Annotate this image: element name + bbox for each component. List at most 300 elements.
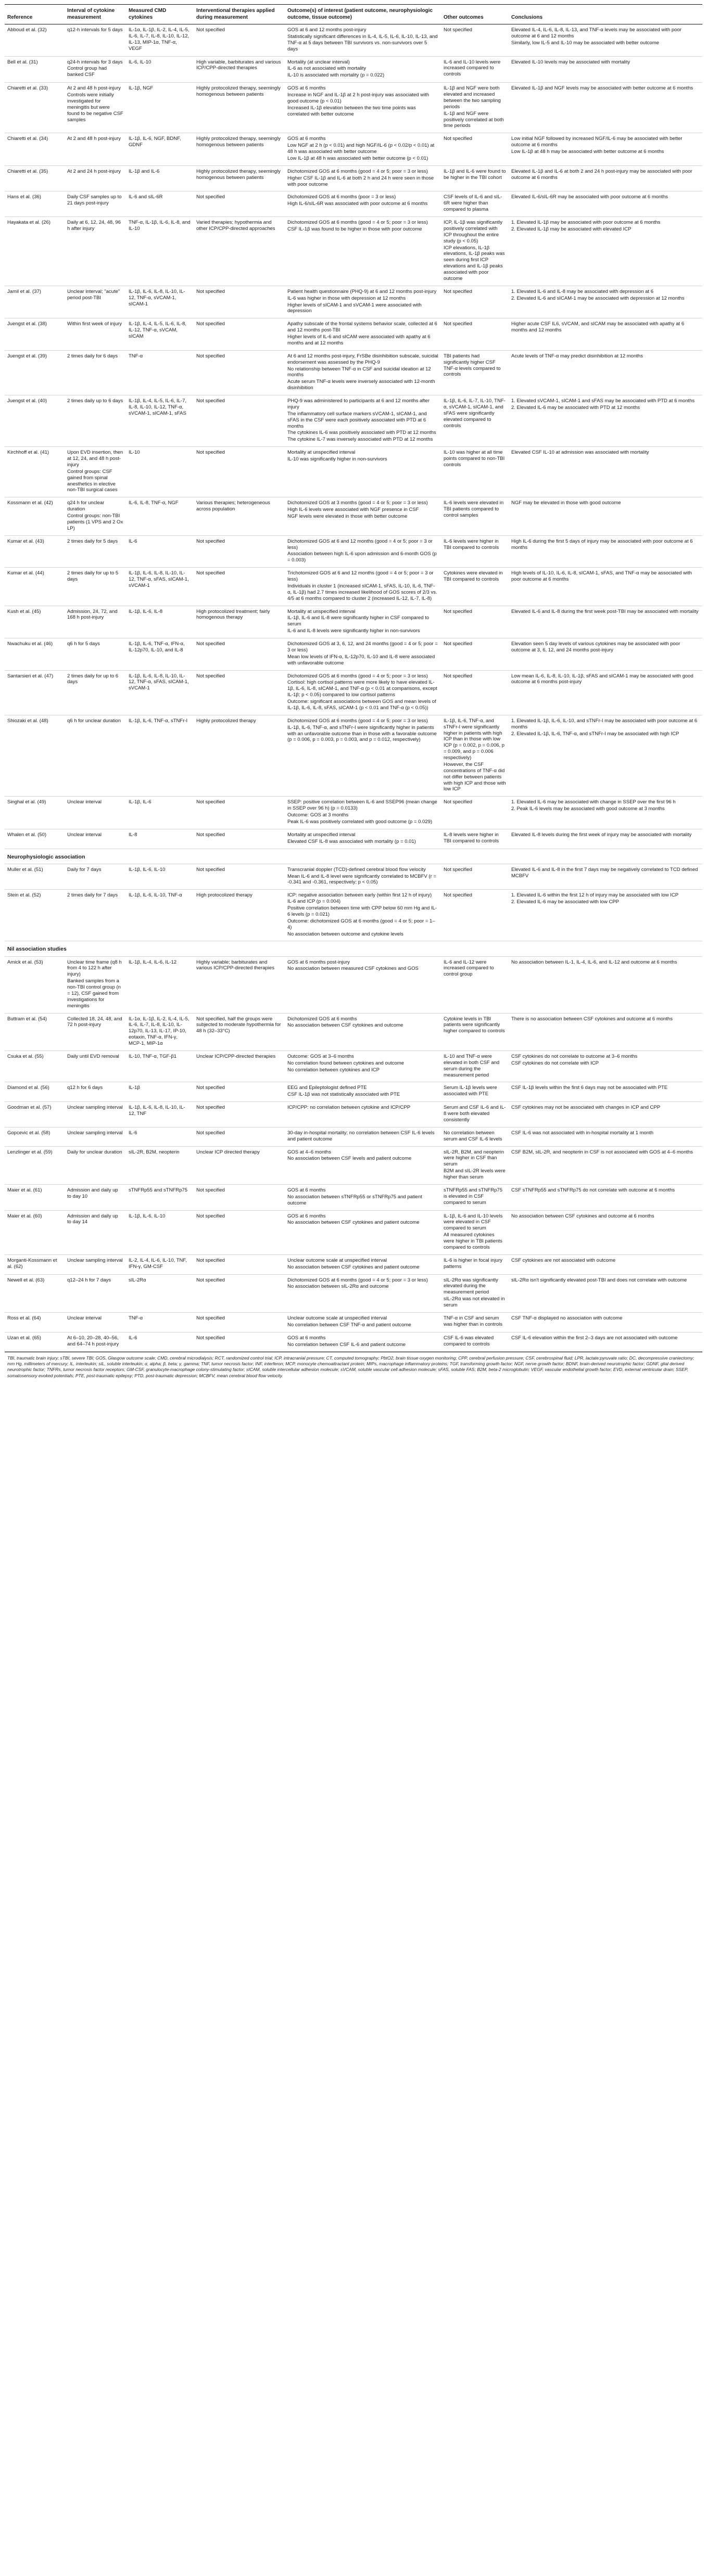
cell-cytokines: IL-6 — [126, 535, 194, 568]
cell-outcomes: Dichotomized GOS at 6 months (good = 4 or 5; poor = 3 or less) CSF IL-1β was found to be higher in those with poor outcome — [285, 217, 441, 286]
cell-interval: q12 h for 6 days — [65, 1082, 126, 1102]
cell-outcomes: EEG and Epileptologist defined PTE CSF IL-1β was not statistically associated with PTE — [285, 1082, 441, 1102]
cell-other-outcomes: TBI patients had significantly higher CSF TNF-α levels compared to controls — [441, 350, 509, 395]
cell-other-outcomes: IL-6 levels were elevated in TBI patients compared to control samples — [441, 497, 509, 535]
cell-interval: At 2 and 24 h post-injury — [65, 165, 126, 191]
table-row — [5, 1146, 702, 1184]
cell-cytokines: IL-6 — [126, 1127, 194, 1146]
cell-outcomes: Mortality (at unclear interval) IL-6 as not associated with mortality IL-10 is associated with mortality (p = 0.022) — [285, 56, 441, 83]
cell-conclusions: 1. Elevated IL-6 and IL-8 may be associated with depression at 6 2. Elevated IL-6 and sICAM-1 may be associated with depression at 12 months — [509, 286, 702, 318]
cell-therapies: High variable, barbiturates and various ICP/CPP-directed therapies — [194, 56, 285, 83]
cell-therapies: Not specified — [194, 1082, 285, 1102]
cell-cytokines: IL-1β, IL-6, IL-10, TNF-α — [126, 890, 194, 941]
cell-reference[interactable]: Lenzlinger et al. (59) — [5, 1146, 65, 1184]
cell-therapies: Not specified — [194, 864, 285, 890]
cell-conclusions: 1. Elevated IL-6 may be associated with change in SSEP over the first 96 h 2. Peak IL-6 levels may be associated with good outcome at 3 months — [509, 797, 702, 829]
cell-therapies: Various therapies; heterogeneous across population — [194, 497, 285, 535]
cell-reference[interactable]: Hayakata et al. (26) — [5, 217, 65, 286]
cell-conclusions: Elevated IL-10 levels may be associated with mortality — [509, 56, 702, 83]
cell-conclusions: CSF IL-6 was not associated with in-hospital mortality at 1 month — [509, 1127, 702, 1146]
cell-interval: Unclear sampling interval — [65, 1102, 126, 1127]
cell-interval: Daily for 7 days — [65, 864, 126, 890]
cell-interval: Upon EVD insertion, then at 12, 24, and 48 h post-injury Control groups: CSF gained from spinal anesthetics in elective non-TBI surgical cases — [65, 447, 126, 497]
table-row — [5, 165, 702, 191]
cell-interval: Daily at 6, 12, 24, 48, 96 h after injury — [65, 217, 126, 286]
header-reference: Reference — [5, 5, 65, 24]
cell-conclusions: Elevated IL-1β and IL-6 at both 2 and 24 h post-injury may be associated with poor outcome at 6 months — [509, 165, 702, 191]
cell-cytokines: IL-6, IL-10 — [126, 56, 194, 83]
cell-therapies: Not specified — [194, 1102, 285, 1127]
cell-cytokines: IL-1β, NGF — [126, 83, 194, 133]
cell-cytokines: IL-1β, IL-4, IL-5, IL-6, IL-8, IL-12, TNF-α, sVCAM, sICAM — [126, 318, 194, 351]
cell-conclusions: 1. Elevated IL-1β, IL-6, IL-10, and sTNFr-I may be associated with poor outcome at 6 months 2. Elevated IL-1β, IL-6, TNF-α, and sTNFr-I may be associated with high ICP — [509, 715, 702, 797]
cell-therapies: Not specified — [194, 1274, 285, 1312]
cell-conclusions: Elevated IL-6/sIL-6R may be associated with poor outcome at 6 months — [509, 191, 702, 217]
cell-other-outcomes: IL-10 was higher at all time points compared to non-TBI controls — [441, 447, 509, 497]
cell-reference[interactable]: Nwachuku et al. (46) — [5, 638, 65, 671]
cell-therapies: Not specified — [194, 1127, 285, 1146]
cell-therapies: Highly protocolized therapy, seemingly homogenous between patients — [194, 165, 285, 191]
table-row — [5, 1274, 702, 1312]
cell-conclusions: CSF IL-1β levels within the first 6 days may not be associated with PTE — [509, 1082, 702, 1102]
cell-interval: At 6–10, 20–28, 40–56, and 64–74 h post-injury — [65, 1332, 126, 1352]
cell-cytokines: IL-1β, IL-6, IL-10 — [126, 1210, 194, 1254]
cell-cytokines: IL-1β, IL-4, IL-5, IL-6, IL-7, IL-8, IL-10, IL-12, TNF-α, sVCAM-1, sICAM-1, sFAS — [126, 395, 194, 447]
cell-cytokines: IL-1β, IL-6, TNF-α, sTNFr-I — [126, 715, 194, 797]
table-row — [5, 568, 702, 606]
cell-outcomes: Dichotomized GOS at 6 months (good = 4 or 5; poor = 3 or less) Cortisol: high cortisol patterns were more likely to have elevated IL-1β, IL-6, IL-8, sICAM-1, and TNF-α (p < 0.01 at comparisons, except IL-1β; p < 0.05) compared to low cortisol patterns Outcome: significant associations between GOS and mean levels of IL-1β, IL-6, IL-8, sFAS, sICAM-1 (p < 0.01 and TNF-α (p < 0.05)) — [285, 670, 441, 715]
cell-interval: Daily CSF samples up to 21 days post-injury — [65, 191, 126, 217]
cell-reference[interactable]: Stein et al. (52) — [5, 890, 65, 941]
cell-outcomes: GOS at 6 months post-injury No association between measured CSF cytokines and GOS — [285, 956, 441, 1013]
cell-therapies: Not specified — [194, 797, 285, 829]
cell-outcomes: ICP/CPP: no correlation between cytokine and ICP/CPP — [285, 1102, 441, 1127]
cell-therapies: Not specified — [194, 191, 285, 217]
cell-cytokines: IL-1β, IL-6, IL-8, IL-10, IL-12, TNF-α, sFAS, sICAM-1, sVCAM-1 — [126, 670, 194, 715]
cell-outcomes: GOS at 6 months Low NGF at 2 h (p < 0.01) and high NGF/IL-6 (p < 0.02/p < 0.01) at 48 h was associated with better outcome Low IL-1β at 48 h was associated with better outcome (p < 0.01) — [285, 133, 441, 166]
cell-cytokines: TNF-α — [126, 1312, 194, 1332]
cell-outcomes: Trichotomized GOS at 6 and 12 months (good = 4 or 5; poor = 3 or less) Individuals in cluster 1 (increased sICAM-1, sFAS, IL-10, IL-6, TNF-α, IL-1β) had 2.7 times increased likelihood of GOS scores of 2/3 vs. 4/5 at 6 months compared to cluster 2 (increased IL-12, IL-7, IL-8) — [285, 568, 441, 606]
cell-reference[interactable]: Hans et al. (36) — [5, 191, 65, 217]
cell-reference[interactable]: Singhal et al. (49) — [5, 797, 65, 829]
cell-cytokines: IL-1β and IL-6 — [126, 165, 194, 191]
cell-interval: At 2 and 48 h post-injury Controls were initially investigated for meningitis but were found to be negative CSF samples — [65, 83, 126, 133]
cell-cytokines: IL-1β, IL-6, IL-8, IL-10, IL-12, TNF — [126, 1102, 194, 1127]
cell-cytokines: IL-1β, IL-6, IL-8 — [126, 606, 194, 638]
cell-conclusions: 1. Elevated IL-1β may be associated with poor outcome at 6 months 2. Elevated IL-1β may be associated with elevated ICP — [509, 217, 702, 286]
cell-therapies: Not specified, half the groups were subjected to moderate hypothermia for 48 h (32–33°C) — [194, 1013, 285, 1050]
header-outcomes: Outcome(s) of interest (patient outcome, neurophysiologic outcome, tissue outcome) — [285, 5, 441, 24]
cell-conclusions: Elevated IL-4, IL-6, IL-8, IL-13, and TNF-α levels may be associated with poor outcome at 6 and 12 months Similarly, low IL-5 and IL-10 may be associated with better outcome — [509, 24, 702, 57]
cell-cytokines: IL-1β, IL-6, IL-10 — [126, 864, 194, 890]
cell-reference[interactable]: Kossmann et al. (42) — [5, 497, 65, 535]
cell-interval: q24-h intervals for 3 days Control group had banked CSF — [65, 56, 126, 83]
cell-interval: Unclear sampling interval — [65, 1127, 126, 1146]
cell-interval: Collected 18, 24, 48, and 72 h post-injury — [65, 1013, 126, 1050]
cell-outcomes: Dichotomized GOS at 6 and 12 months (good = 4 or 5; poor = 3 or less) Association between high IL-6 upon admission and 6-month GOS (p = 0.003) — [285, 535, 441, 568]
cell-other-outcomes: Not specified — [441, 24, 509, 57]
cell-other-outcomes: Cytokine levels in TBI patients were significantly higher compared to controls — [441, 1013, 509, 1050]
cell-reference[interactable]: Shiozaki et al. (48) — [5, 715, 65, 797]
cell-interval: q12-h intervals for 5 days — [65, 24, 126, 57]
cell-interval: Unclear interval — [65, 1312, 126, 1332]
cell-other-outcomes: Serum and CSF IL-6 and IL-8 were both elevated consistently — [441, 1102, 509, 1127]
cell-outcomes: PHQ-9 was administered to participants at 6 and 12 months after injury The inflammatory cell surface markers sVCAM-1, sICAM-1, and sFAS in the CSF were each positively associated with PTD at 6 months The cytokines IL-6 was positively associated with PTD at 12 months The cytokine IL-7 was inversely associated with PTD at 12 months — [285, 395, 441, 447]
table-row — [5, 797, 702, 829]
table-row — [5, 829, 702, 849]
cell-therapies: Highly protocolized therapy — [194, 715, 285, 797]
cell-other-outcomes: Not specified — [441, 133, 509, 166]
cell-conclusions: Elevated CSF IL-10 at admission was associated with mortality — [509, 447, 702, 497]
cell-therapies: Not specified — [194, 638, 285, 671]
cell-cytokines: IL-1β, IL-4, IL-6, IL-12 — [126, 956, 194, 1013]
cell-other-outcomes: No correlation between serum and CSF IL-6 levels — [441, 1127, 509, 1146]
table-row — [5, 24, 702, 57]
cell-interval: q12–24 h for 7 days — [65, 1274, 126, 1312]
table-header — [5, 5, 702, 24]
cell-conclusions: sIL-2Rα isn't significantly elevated post-TBI and does not correlate with outcome — [509, 1274, 702, 1312]
cell-therapies: Highly protocolized therapy, seemingly homogenous between patients — [194, 133, 285, 166]
cell-therapies: Unclear ICP directed therapy — [194, 1146, 285, 1184]
cytokine-outcome-table — [5, 4, 702, 1352]
section-heading: Neurophysiologic association — [5, 849, 702, 864]
cell-interval: 2 times daily for up to 6 days — [65, 670, 126, 715]
cell-outcomes: SSEP: positive correlation between IL-6 and SSEP96 (mean change in SSEP over 96 h) (p = 0.0133) Outcome: GOS at 3 months Peak IL-6 was positively correlated with good outcome (p = 0.029) — [285, 797, 441, 829]
cell-reference[interactable]: Maier et al. (60) — [5, 1210, 65, 1254]
cell-reference[interactable]: Csuka et al. (55) — [5, 1050, 65, 1082]
section-heading: Nil association studies — [5, 941, 702, 956]
cell-cytokines: IL-1α, IL-1β, IL-2, IL-4, IL-5, IL-6, IL-7, IL-8, IL-10, IL-12, IL-13, MIP-1α, TNF-α, VEGF — [126, 24, 194, 57]
cell-conclusions: CSF sTNFRp55 and sTNFRp75 do not correlate with outcome at 6 months — [509, 1184, 702, 1210]
cell-conclusions: CSF IL-6 elevation within the first 2–3 days are not associated with outcome — [509, 1332, 702, 1352]
cell-conclusions: Low mean IL-6, IL-8, IL-10, IL-1β, sFAS and sICAM-1 may be associated with good outcome at 6 months post-injury — [509, 670, 702, 715]
cell-reference[interactable]: Chiaretti et al. (35) — [5, 165, 65, 191]
cell-other-outcomes: Serum IL-1β levels were associated with PTE — [441, 1082, 509, 1102]
cell-interval: At 2 and 48 h post-injury — [65, 133, 126, 166]
cell-outcomes: Patient health questionnaire (PHQ-9) at 6 and 12 months post-injury IL-6 was higher in those with depression at 12 months Higher levels of sICAM-1 and sVCAM-1 were associated with depression — [285, 286, 441, 318]
cell-other-outcomes: IL-1β, IL-6, TNF-α, and sTNFr-I were significantly higher in patients with high ICP than in those with low ICP (p = 0.002, p = 0.006, p = 0.009, and p = 0.006 respectively) However, the CSF concentrations of TNF-α did not differ between patients with high ICP and those with low ICP — [441, 715, 509, 797]
cell-cytokines: sTNFRp55 and sTNFRp75 — [126, 1184, 194, 1210]
cell-outcomes: GOS at 6 months No correlation between CSF IL-6 and patient outcome — [285, 1332, 441, 1352]
table-footnote: TBI, traumatic brain injury; sTBI, severe TBI; GOS, Glasgow outcome scale; CMD, cerebral microdialysis; RCT, randomized control trial; ICP, intracranial pressure; CT, computed tomography; PbtO2, brain tissue oxygen monitoring; CPP, cerebral perfusion pressure; CSF, cerebrospinal fluid; LPR, lactate:pyruvate ratio; DC, decompressive craniectomy; mm Hg, millimeters of mercury; IL, interleukin; sIL, soluble interleukin; α, alpha; β, beta; γ, gamma; TNF, tumor necrosis factor; INF, interferon; MCP, monocyte chemoattractant protein; MIPs, macrophage inflammatory proteins; TGF, transforming growth factor; NGF, nerve growth factor; BDNF, brain-derived neurotrophic factor; GDNF, glial derived neurotrophic factor; TNFRs, tumor necrosis factor receptors; GM-CSF, granulocyte-macrophage colony-stimulating factor; sICAM, soluble intercellular adhesion molecule; sVCAM, soluble vascular cell adhesion molecule; sFAS, soluble FAS; B2M, beta-2 microglobulin; VEGF, vascular endothelial growth factor; EVD, external ventricular drain; SSEP, somatosensory evoked potentials; PTE, post-traumatic epilepsy; PTD, post-traumatic depression; MCBFV, mean cerebral blood flow velocity. — [5, 1352, 702, 1378]
cell-interval: Daily until EVD removal — [65, 1050, 126, 1082]
cell-outcomes: Transcranial doppler (TCD)-defined cerebral blood flow velocity Mean IL-6 and IL-8 level were significantly correlated to MCBFV (r = -0.341 and -0.361, respectively; p < 0.05) — [285, 864, 441, 890]
cell-interval: Unclear time frame (q8 h from 4 to 122 h after injury) Banked samples from a non-TBI control group (n = 12), CSF gained from investigations for meningitis — [65, 956, 126, 1013]
cell-reference[interactable]: Buttram et al. (54) — [5, 1013, 65, 1050]
cell-conclusions: Elevation seen 5 day levels of various cytokines may be associated with poor outcome at 3, 6, 12, and 24 months post-injury — [509, 638, 702, 671]
cell-other-outcomes: Cytokines were elevated in TBI compared to controls — [441, 568, 509, 606]
cell-conclusions: High levels of IL-10, IL-6, IL-8, sICAM-1, sFAS, and TNF-α may be associated with poor outcome at 6 months — [509, 568, 702, 606]
table-row — [5, 447, 702, 497]
cell-other-outcomes: IL-1β and NGF were both elevated and increased between the two sampling periods IL-1β and NGF were positively correlated at both time periods — [441, 83, 509, 133]
cell-conclusions: NGF may be elevated in those with good outcome — [509, 497, 702, 535]
header-conclusions: Conclusions — [509, 5, 702, 24]
cell-outcomes: Dichotomized GOS at 6 months No association between CSF cytokines and outcome — [285, 1013, 441, 1050]
cell-other-outcomes: Not specified — [441, 890, 509, 941]
cell-therapies: High protocolized therapy — [194, 890, 285, 941]
cell-other-outcomes: IL-6 and IL-12 were increased compared to control group — [441, 956, 509, 1013]
cell-other-outcomes: IL-1β, IL-6, IL-7, IL-10, TNF-α, sVCAM-1, sICAM-1, and sFAS were significantly elevated compared to controls — [441, 395, 509, 447]
cell-interval: Admission and daily up to day 10 — [65, 1184, 126, 1210]
cell-therapies: Not specified — [194, 829, 285, 849]
cell-other-outcomes: IL-6 levels were higher in TBI compared to controls — [441, 535, 509, 568]
table-row — [5, 715, 702, 797]
table-row — [5, 1082, 702, 1102]
cell-reference[interactable]: Muller et al. (51) — [5, 864, 65, 890]
header-interval: Interval of cytokine measurement — [65, 5, 126, 24]
cell-cytokines: IL-6 — [126, 1332, 194, 1352]
cell-other-outcomes: IL-6 is higher in focal injury patterns — [441, 1254, 509, 1274]
table-row — [5, 286, 702, 318]
table-row — [5, 1312, 702, 1332]
cell-therapies: Not specified — [194, 1254, 285, 1274]
cell-therapies: Not specified — [194, 318, 285, 351]
table-row — [5, 535, 702, 568]
cell-conclusions: CSF cytokines are not associated with outcome — [509, 1254, 702, 1274]
cell-therapies: Not specified — [194, 350, 285, 395]
cell-reference[interactable]: Whalen et al. (50) — [5, 829, 65, 849]
header-other-outcomes: Other outcomes — [441, 5, 509, 24]
cell-outcomes: GOS at 6 months No association between sTNFRp55 or sTNFRp75 and patient outcome — [285, 1184, 441, 1210]
header-cytokines: Measured CMD cytokines — [126, 5, 194, 24]
cell-conclusions: Acute levels of TNF-α may predict disinhibition at 12 months — [509, 350, 702, 395]
cell-cytokines: IL-6, IL-8, TNF-α, NGF — [126, 497, 194, 535]
cell-reference[interactable]: Kumar et al. (43) — [5, 535, 65, 568]
cell-outcomes: Outcome: GOS at 3–6 months No correlation found between cytokines and outcome No correlation between cytokines and ICP — [285, 1050, 441, 1082]
cell-other-outcomes: Not specified — [441, 606, 509, 638]
cell-reference[interactable]: Kirchhoff et al. (41) — [5, 447, 65, 497]
cell-reference[interactable]: Newell et al. (63) — [5, 1274, 65, 1312]
cell-therapies: Not specified — [194, 568, 285, 606]
table-row — [5, 1332, 702, 1352]
cell-interval: q24 h for unclear duration Control groups: non-TBI patients (1 VPS and 2 Ox LP) — [65, 497, 126, 535]
cell-outcomes: Dichotomized GOS at 6 months (good = 4 or 5; poor = 3 or less) Higher CSF IL-1β and IL-6 at both 2 h and 24 h were seen in those with poor outcome — [285, 165, 441, 191]
cell-therapies: Not specified — [194, 535, 285, 568]
cell-cytokines: IL-8 — [126, 829, 194, 849]
cell-outcomes: Unclear outcome scale at unspecified interval No correlation between CSF TNF-α and patient outcome — [285, 1312, 441, 1332]
cell-therapies: Not specified — [194, 24, 285, 57]
document-page — [5, 0, 702, 1379]
cell-other-outcomes: Not specified — [441, 286, 509, 318]
cell-conclusions: Higher acute CSF IL6, sVCAM, and sICAM may be associated with apathy at 6 months and 12 months — [509, 318, 702, 351]
cell-conclusions: Elevated IL-6 and IL-8 in the first 7 days may be negatively correlated to TCD defined MCBFV — [509, 864, 702, 890]
cell-other-outcomes: IL-8 levels were higher in TBI compared to controls — [441, 829, 509, 849]
cell-interval: Admission and daily up to day 14 — [65, 1210, 126, 1254]
cell-other-outcomes: sTNFRp55 and sTNFRp75 is elevated in CSF compared to serum — [441, 1184, 509, 1210]
cell-cytokines: IL-1β, IL-6, NGF, BDNF, GDNF — [126, 133, 194, 166]
table-body — [5, 24, 702, 1352]
table-row — [5, 1254, 702, 1274]
cell-interval: Unclear interval — [65, 797, 126, 829]
table-row — [5, 1184, 702, 1210]
cell-therapies: High protocolized treatment; fairly homogenous therapy — [194, 606, 285, 638]
cell-outcomes: Dichotomized GOS at 3 months (good = 4 or 5; poor = 3 or less) High IL-6 levels were associated with NGF presence in CSF NGF levels were elevated in those with better outcome — [285, 497, 441, 535]
cell-therapies: Not specified — [194, 1210, 285, 1254]
cell-outcomes: ICP: negative association between early (within first 12 h of injury) IL-6 and ICP (p = 0.004) Positive correlation between time with CPP below 60 mm Hg and IL-6 levels (p = 0.021) Outcome: dichotomized GOS at 6 months (good = 4 or 5; poor = 1–4) No association between outcome and cytokine levels — [285, 890, 441, 941]
cell-therapies: Not specified — [194, 1332, 285, 1352]
cell-outcomes: Dichotomized GOS at 6 months (good = 4 or 5; poor = 3 or less) No association between sIL-2Rα and outcome — [285, 1274, 441, 1312]
cell-other-outcomes: Not specified — [441, 670, 509, 715]
cell-conclusions: Elevated IL-1β and NGF levels may be associated with better outcome at 6 months — [509, 83, 702, 133]
cell-reference[interactable]: Abboud et al. (32) — [5, 24, 65, 57]
cell-conclusions: No association between IL-1, IL-4, IL-6, and IL-12 and outcome at 6 months — [509, 956, 702, 1013]
cell-therapies: Not specified — [194, 447, 285, 497]
table-row — [5, 133, 702, 166]
table-row — [5, 956, 702, 1013]
table-row — [5, 318, 702, 351]
cell-outcomes: GOS at 6 and 12 months post-injury Statistically significant differences in IL-4, IL-5, IL-6, IL-10, IL-13, and TNF-α at 5 days between TBI survivors vs. non-survivors over 5 days — [285, 24, 441, 57]
cell-outcomes: Dichotomized GOS at 3, 6, 12, and 24 months (good = 4 or 5; poor = 3 or less) Mean low levels of IFN-α, IL-12p70, IL-10 and IL-8 were associated with unfavorable outcome — [285, 638, 441, 671]
cell-therapies: Unclear ICP/CPP-directed therapies — [194, 1050, 285, 1082]
cell-reference[interactable]: Juengst et al. (40) — [5, 395, 65, 447]
cell-interval: Daily for unclear duration — [65, 1146, 126, 1184]
cell-therapies: Not specified — [194, 670, 285, 715]
cell-reference[interactable]: Santarsieri et al. (47) — [5, 670, 65, 715]
cell-conclusions: Elevated IL-6 and IL-8 during the first week post-TBI may be associated with mortality — [509, 606, 702, 638]
cell-reference[interactable]: Uzan et al. (65) — [5, 1332, 65, 1352]
cell-cytokines: IL-2, IL-4, IL-6, IL-10, TNF, IFN-γ, GM-CSF — [126, 1254, 194, 1274]
table-row — [5, 890, 702, 941]
table-row — [5, 217, 702, 286]
cell-cytokines: TNF-α — [126, 350, 194, 395]
table-row — [5, 864, 702, 890]
cell-other-outcomes: Not specified — [441, 638, 509, 671]
cell-other-outcomes: IL-1β and IL-6 were found to be higher in the TBI cohort — [441, 165, 509, 191]
cell-cytokines: IL-10, TNF-α, TGF-β1 — [126, 1050, 194, 1082]
cell-reference[interactable]: Kumar et al. (44) — [5, 568, 65, 606]
cell-conclusions: 1. Elevated IL-6 within the first 12 h of injury may be associated with low ICP 2. Elevated IL-6 may be associated with low CPP — [509, 890, 702, 941]
table-row — [5, 1210, 702, 1254]
cell-reference[interactable]: Goodman et al. (57) — [5, 1102, 65, 1127]
cell-other-outcomes: IL-1β, IL-6 and IL-10 levels were elevated in CSF compared to serum All measured cytokines were higher in TBI patients compared to controls — [441, 1210, 509, 1254]
cell-conclusions: CSF TNF-α displayed no association with outcome — [509, 1312, 702, 1332]
table-row — [5, 638, 702, 671]
cell-cytokines: IL-1α, IL-1β, IL-2, IL-4, IL-5, IL-6, IL-7, IL-8, IL-10, IL-12p70, IL-13, IL-17, IP-10, eotaxin, TNF-α, IFN-γ, MCP-1, MIP-1α — [126, 1013, 194, 1050]
table-row — [5, 56, 702, 83]
cell-reference[interactable]: Chiaretti et al. (34) — [5, 133, 65, 166]
cell-reference[interactable]: Kush et al. (45) — [5, 606, 65, 638]
cell-other-outcomes: ICP, IL-1β was significantly positively correlated with ICP throughout the entire study (p < 0.05) ICP elevations, IL-1β elevations, IL-1β peaks was seen during first ICP elevations and IL-1β peaks associated with poor outcome — [441, 217, 509, 286]
cell-reference[interactable]: Chiaretti et al. (33) — [5, 83, 65, 133]
cell-reference[interactable]: Morganti-Kossmann et al. (62) — [5, 1254, 65, 1274]
cell-conclusions: No association between CSF cytokines and outcome at 6 months — [509, 1210, 702, 1254]
header-therapies: Interventional therapies applied during measurement — [194, 5, 285, 24]
cell-cytokines: IL-6 and sIL-6R — [126, 191, 194, 217]
cell-conclusions: Low initial NGF followed by increased NGF/IL-6 may be associated with better outcome at 6 months Low IL-1β at 48 h may be associated with better outcome at 6 months — [509, 133, 702, 166]
table-row — [5, 1013, 702, 1050]
cell-cytokines: sIL-2Rα — [126, 1274, 194, 1312]
cell-outcomes: 30-day in-hospital mortality; no correlation between CSF IL-6 levels and patient outcome — [285, 1127, 441, 1146]
cell-interval: Unclear interval; "acute" period post-TBI — [65, 286, 126, 318]
cell-conclusions: CSF B2M, sIL-2R, and neopterin in CSF is not associated with GOS at 4–6 months — [509, 1146, 702, 1184]
cell-other-outcomes: IL-10 and TNF-α were elevated in both CSF and serum during the measurement period — [441, 1050, 509, 1082]
table-row — [5, 497, 702, 535]
cell-cytokines: IL-1β — [126, 1082, 194, 1102]
cell-outcomes: Mortality at unspecified interval Elevated CSF IL-8 was associated with mortality (p = 0.01) — [285, 829, 441, 849]
cell-other-outcomes: Not specified — [441, 864, 509, 890]
cell-other-outcomes: CSF levels of IL-6 and sIL-6R were higher than compared to plasma — [441, 191, 509, 217]
cell-outcomes: GOS at 6 months Increase in NGF and IL-1β at 2 h post-injury was associated with good outcome (p < 0.01) Increased IL-1β elevation between the two time points was correlated with better outcome — [285, 83, 441, 133]
table-row — [5, 606, 702, 638]
section-heading-row — [5, 941, 702, 956]
cell-reference[interactable]: Jamil et al. (37) — [5, 286, 65, 318]
cell-reference[interactable]: Juengst et al. (39) — [5, 350, 65, 395]
cell-interval: Within first week of injury — [65, 318, 126, 351]
cell-therapies: Not specified — [194, 1184, 285, 1210]
table-row — [5, 83, 702, 133]
cell-interval: 2 times daily for up to 5 days — [65, 568, 126, 606]
table-row — [5, 670, 702, 715]
cell-cytokines: sIL-2R, B2M, neopterin — [126, 1146, 194, 1184]
cell-outcomes: Dichotomized GOS at 6 months (good = 4 or 5; poor = 3 or less) IL-1β, IL-6, TNF-α, and sTNFr-I were significantly higher in patients with an unfavorable outcome than in those with a favorable outcome (p = 0.006, p = 0.003, p = 0.003, and p = 0.012, respectively) — [285, 715, 441, 797]
cell-other-outcomes: sIL-2R, B2M, and neopterin were higher in CSF than serum B2M and sIL-2R levels were higher than serum — [441, 1146, 509, 1184]
cell-interval: 2 times daily up to 6 days — [65, 395, 126, 447]
cell-outcomes: GOS at 4–6 months No association between CSF levels and patient outcome — [285, 1146, 441, 1184]
cell-interval: Unclear interval — [65, 829, 126, 849]
table-row — [5, 1050, 702, 1082]
cell-outcomes: Mortality at unspecified interval IL-10 was significantly higher in non-survivors — [285, 447, 441, 497]
cell-reference[interactable]: Juengst et al. (38) — [5, 318, 65, 351]
cell-reference[interactable]: Gopcevic et al. (58) — [5, 1127, 65, 1146]
cell-interval: q6 h for unclear duration — [65, 715, 126, 797]
cell-cytokines: IL-1β, IL-6, TNF-α, IFN-α, IL-12p70, IL-10, and IL-8 — [126, 638, 194, 671]
cell-interval: Admission, 24, 72, and 168 h post-injury — [65, 606, 126, 638]
cell-interval: Unclear sampling interval — [65, 1254, 126, 1274]
cell-reference[interactable]: Maier et al. (61) — [5, 1184, 65, 1210]
section-heading-row — [5, 849, 702, 864]
cell-therapies: Highly variable; barbiturates and various ICP/CPP-directed therapies — [194, 956, 285, 1013]
cell-conclusions: 1. Elevated sVCAM-1, sICAM-1 and sFAS may be associated with PTD at 6 months 2. Elevated IL-6 may be associated with PTD at 12 months — [509, 395, 702, 447]
cell-outcomes: Dichotomized GOS at 6 months (poor = 3 or less) High IL-6/sIL-6R was associated with poor outcome at 6 months — [285, 191, 441, 217]
cell-cytokines: IL-1β, IL-6, IL-8, IL-10, IL-12, TNF-α, sVCAM-1, sICAM-1 — [126, 286, 194, 318]
cell-conclusions: CSF cytokines may not be associated with changes in ICP and CPP — [509, 1102, 702, 1127]
cell-other-outcomes: Not specified — [441, 797, 509, 829]
cell-other-outcomes: CSF IL-6 was elevated compared to controls — [441, 1332, 509, 1352]
cell-cytokines: IL-10 — [126, 447, 194, 497]
cell-other-outcomes: TNF-α in CSF and serum was higher than in controls — [441, 1312, 509, 1332]
table-row — [5, 395, 702, 447]
table-row — [5, 1127, 702, 1146]
cell-outcomes: GOS at 6 months No association between CSF cytokines and patient outcome — [285, 1210, 441, 1254]
cell-cytokines: TNF-α, IL-1β, IL-6, IL-8, and IL-10 — [126, 217, 194, 286]
cell-therapies: Not specified — [194, 395, 285, 447]
cell-interval: 2 times daily for 6 days — [65, 350, 126, 395]
cell-reference[interactable]: Diamond et al. (56) — [5, 1082, 65, 1102]
cell-therapies: Varied therapies; hypothermia and other ICP/CPP-directed approaches — [194, 217, 285, 286]
cell-other-outcomes: Not specified — [441, 318, 509, 351]
cell-outcomes: Unclear outcome scale at unspecified interval No association between CSF cytokines and patient outcome — [285, 1254, 441, 1274]
cell-conclusions: High IL-6 during the first 5 days of injury may be associated with poor outcome at 6 months — [509, 535, 702, 568]
table-row — [5, 1102, 702, 1127]
cell-conclusions: There is no association between CSF cytokines and outcome at 6 months — [509, 1013, 702, 1050]
cell-cytokines: IL-1β, IL-6, IL-8, IL-10, IL-12, TNF-α, sFAS, sICAM-1, sVCAM-1 — [126, 568, 194, 606]
cell-reference[interactable]: Ross et al. (64) — [5, 1312, 65, 1332]
cell-outcomes: At 6 and 12 months post-injury, FrSBe disinhibition subscale, suicidal endorsement was assessed by the PHQ-9 No relationship between TNF-α in CSF and suicidal ideation at 12 months Acute serum TNF-α levels were inversely associated with 12-month disinhibition — [285, 350, 441, 395]
cell-conclusions: Elevated IL-8 levels during the first week of injury may be associated with mortality — [509, 829, 702, 849]
cell-other-outcomes: IL-6 and IL-10 levels were increased compared to controls — [441, 56, 509, 83]
cell-therapies: Highly protocolized therapy, seemingly homogenous between patients — [194, 83, 285, 133]
cell-therapies: Not specified — [194, 1312, 285, 1332]
cell-reference[interactable]: Bell et al. (31) — [5, 56, 65, 83]
cell-reference[interactable]: Amick et al. (53) — [5, 956, 65, 1013]
cell-outcomes: Apathy subscale of the frontal systems behavior scale, collected at 6 and 12 months post-TBI Higher levels of IL-6 and sICAM were associated with apathy at 6 months and at 12 months — [285, 318, 441, 351]
cell-interval: q6 h for 5 days — [65, 638, 126, 671]
cell-outcomes: Mortality at unspecified interval IL-1β, IL-6 and IL-8 were significantly higher in CSF compared to serum IL-6 and IL-8 levels were significantly higher in non-survivors — [285, 606, 441, 638]
cell-interval: 2 times daily for 7 days — [65, 890, 126, 941]
cell-conclusions: CSF cytokines do not correlate to outcome at 3–6 months CSF cytokines do not correlate with ICP — [509, 1050, 702, 1082]
cell-cytokines: IL-1β, IL-6 — [126, 797, 194, 829]
cell-other-outcomes: sIL-2Rα was significantly elevated during the measurement period sIL-2Rα was not elevated in serum — [441, 1274, 509, 1312]
